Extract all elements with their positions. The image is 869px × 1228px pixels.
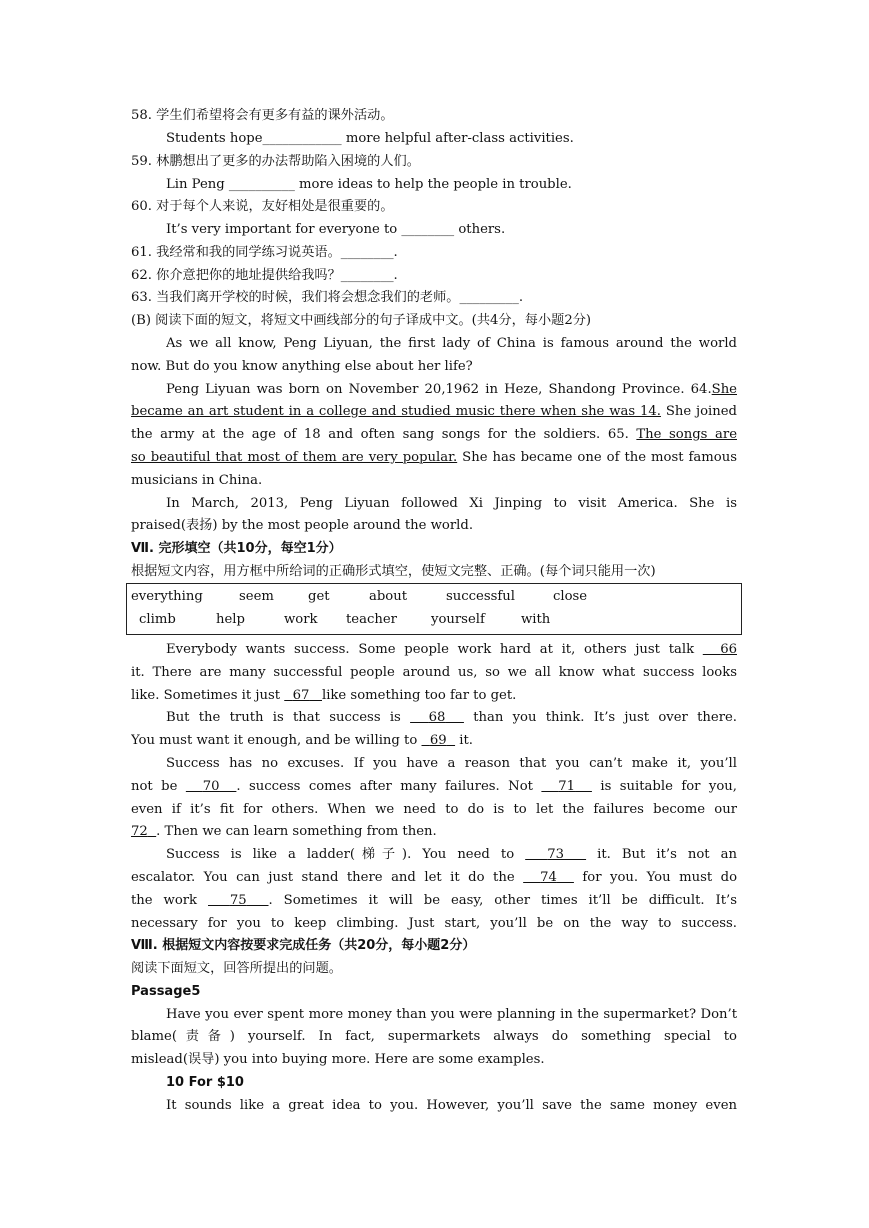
passage-text: . success comes after many failures. Not <box>236 779 533 794</box>
cloze-line <box>131 889 737 912</box>
cloze-line <box>131 820 737 843</box>
question-61 <box>131 241 737 264</box>
section-7-heading <box>131 537 737 560</box>
word-item: yourself <box>431 612 485 627</box>
blank-68 <box>410 710 464 725</box>
blank-70 <box>186 779 237 794</box>
passage-line <box>166 1003 737 1026</box>
question-58 <box>131 104 737 127</box>
underlined-sentence-64: She <box>711 382 737 397</box>
passage-text: than you think. It’s just over there. <box>473 710 737 725</box>
heading-text: (B) 阅读下面的短文，将短文中画线部分的句子译成中文。(共4分，每小题2分) <box>131 313 592 328</box>
question-text: 63. 当我们离开学校的时候，我们将会想念我们的老师。_________. <box>131 290 524 305</box>
section-8-instruction <box>131 957 737 980</box>
word-item: get <box>308 589 330 604</box>
passage-text: But the truth is that success is <box>166 710 401 725</box>
passage-text: for you. You must do <box>582 870 737 885</box>
passage-text: blame(责备) yourself. In fact, supermarkets always do something special to <box>131 1029 737 1044</box>
passage-text: is suitable for you, <box>600 779 737 794</box>
passage-text: mislead(误导) you into buying more. Here are some examples. <box>131 1052 545 1067</box>
question-text: 61. 我经常和我的同学练习说英语。________. <box>131 245 398 260</box>
passage-line <box>131 469 737 492</box>
cloze-line <box>166 752 737 775</box>
word-item: close <box>553 589 588 604</box>
passage-text: the work <box>131 893 198 908</box>
passage-title <box>131 980 737 1003</box>
passage-text: the army at the age of 18 and often sang songs for the soldiers. 65. <box>131 427 637 442</box>
blank-number: 70 <box>202 779 220 794</box>
blank-number: 67 <box>292 688 310 703</box>
question-text: 62. 你介意把你的地址提供给我吗？________. <box>131 268 398 283</box>
section-8-heading <box>131 934 737 957</box>
passage-text: Everybody wants success. Some people work hard at it, others just talk <box>166 642 695 657</box>
question-text: 58. 学生们希望将会有更多有益的课外活动。 <box>131 108 394 123</box>
passage-line <box>131 400 737 423</box>
passage-text: She has became one of the most famous <box>457 450 737 465</box>
passage-text: . Then we can learn something from then. <box>156 824 437 839</box>
word-item: seem <box>239 589 274 604</box>
blank-75 <box>208 893 269 908</box>
cloze-line <box>131 912 737 935</box>
passage-text: necessary for you to keep climbing. Just start, you’ll be on the way to success. <box>131 916 737 931</box>
passage-text: like. Sometimes it just <box>131 688 281 703</box>
blank-number: 75 <box>229 893 247 908</box>
cloze-line <box>166 638 737 661</box>
passage-text: Have you ever spent more money than you were planning in the supermarket? Don’t <box>166 1007 737 1022</box>
blank-number: 74 <box>540 870 557 885</box>
cloze-line <box>131 661 737 684</box>
heading-text: Ⅷ. 根据短文内容按要求完成任务（共20分，每小题2分） <box>131 938 476 953</box>
word-item: successful <box>446 589 515 604</box>
question-text: It’s very important for everyone to ________ others. <box>166 222 506 237</box>
passage-line <box>166 378 737 401</box>
question-63 <box>131 286 737 309</box>
passage-text: praised(表扬) by the most people around the world. <box>131 518 474 533</box>
question-59-sentence <box>166 173 737 196</box>
blank-71 <box>541 779 592 794</box>
blank-number: 66 <box>720 642 737 657</box>
passage-text: now. But do you know anything else about her life? <box>131 359 473 374</box>
passage-text: Success is like a ladder(梯子). You need to <box>166 847 515 862</box>
word-item: teacher <box>346 612 397 627</box>
cloze-line <box>131 866 737 889</box>
passage-text: it. There are many successful people around us, so we all know what success looks <box>131 665 737 680</box>
blank-number: 72 <box>131 824 148 839</box>
passage-text: like something too far to get. <box>322 688 517 703</box>
passage-line <box>166 1094 737 1117</box>
passage-line <box>166 492 737 515</box>
cloze-line <box>131 729 737 752</box>
blank-74 <box>523 870 574 885</box>
question-60 <box>131 195 737 218</box>
passage-text: Success has no excuses. If you have a reason that you can’t make it, you’ll <box>166 756 737 771</box>
blank-number: 71 <box>558 779 576 794</box>
instruction-text: 根据短文内容，用方框中所给词的正确形式填空，使短文完整、正确。(每个词只能用一次) <box>131 564 656 579</box>
passage-text: You must want it enough, and be willing to <box>131 733 418 748</box>
heading-text: Ⅶ. 完形填空（共10分，每空1分） <box>131 541 342 556</box>
passage-line <box>131 514 737 537</box>
blank-number: 69 <box>429 733 447 748</box>
subheading <box>166 1071 737 1094</box>
section-7-instruction <box>131 560 746 583</box>
word-item: help <box>216 612 245 627</box>
question-text: Lin Peng __________ more ideas to help the people in trouble. <box>166 177 572 192</box>
heading-text: 10 For $10 <box>166 1075 244 1090</box>
passage-line <box>131 1048 737 1071</box>
passage-text: even if it’s fit for others. When we need to do is to let the failures become our <box>131 802 737 817</box>
passage-line <box>131 423 737 446</box>
cloze-line <box>131 775 737 798</box>
word-item: with <box>521 612 551 627</box>
word-item: everything <box>131 589 203 604</box>
passage-line <box>131 1025 737 1048</box>
word-item: about <box>369 589 408 604</box>
blank-number: 68 <box>428 710 446 725</box>
question-58-sentence <box>166 127 737 150</box>
passage-text: She joined <box>660 404 737 419</box>
passage-text: It sounds like a great idea to you. However, you’ll save the same money even <box>166 1098 737 1113</box>
passage-text: it. But it’s not an <box>597 847 737 862</box>
passage-text: musicians in China. <box>131 473 263 488</box>
cloze-line <box>131 798 737 821</box>
instruction-text: 阅读下面短文，回答所提出的问题。 <box>131 961 342 976</box>
passage-text: . Sometimes it will be easy, other times it’ll be difficult. It’s <box>268 893 737 908</box>
blank-67 <box>284 688 322 703</box>
blank-number: 73 <box>547 847 565 862</box>
passage-line <box>166 332 737 355</box>
passage-line <box>131 446 737 469</box>
section-b-heading <box>131 309 737 332</box>
question-59 <box>131 150 737 173</box>
question-text: 60. 对于每个人来说，友好相处是很重要的。 <box>131 199 394 214</box>
heading-text: Passage5 <box>131 984 201 999</box>
word-item: climb <box>139 612 176 627</box>
passage-text: Peng Liyuan was born on November 20,1962 in Heze, Shandong Province. 64. <box>166 382 712 397</box>
passage-text: In March, 2013, Peng Liyuan followed Xi Jinping to visit America. She is <box>166 496 737 511</box>
blank-69 <box>422 733 456 748</box>
underlined-sentence-65: so beautiful that most of them are very popular. <box>131 450 458 465</box>
word-box <box>126 583 742 635</box>
passage-text: it. <box>459 733 473 748</box>
blank-66 <box>703 642 737 657</box>
passage-text: escalator. You can just stand there and let it do the <box>131 870 515 885</box>
question-text: 59. 林鹏想出了更多的办法帮助陷入困境的人们。 <box>131 154 420 169</box>
question-text: Students hope____________ more helpful after-class activities. <box>166 131 574 146</box>
question-60-sentence <box>166 218 737 241</box>
underlined-sentence-65: The songs are <box>636 427 737 442</box>
question-62 <box>131 264 737 287</box>
blank-72 <box>131 824 156 839</box>
passage-text: not be <box>131 779 178 794</box>
passage-line <box>131 355 737 378</box>
passage-text: As we all know, Peng Liyuan, the first lady of China is famous around the world <box>166 336 737 351</box>
word-item: work <box>284 612 318 627</box>
underlined-sentence-64: became an art student in a college and studied music there when she was 14. <box>131 404 661 419</box>
blank-73 <box>525 847 586 862</box>
cloze-line <box>131 684 737 707</box>
cloze-line <box>166 706 737 729</box>
cloze-line <box>166 843 737 866</box>
